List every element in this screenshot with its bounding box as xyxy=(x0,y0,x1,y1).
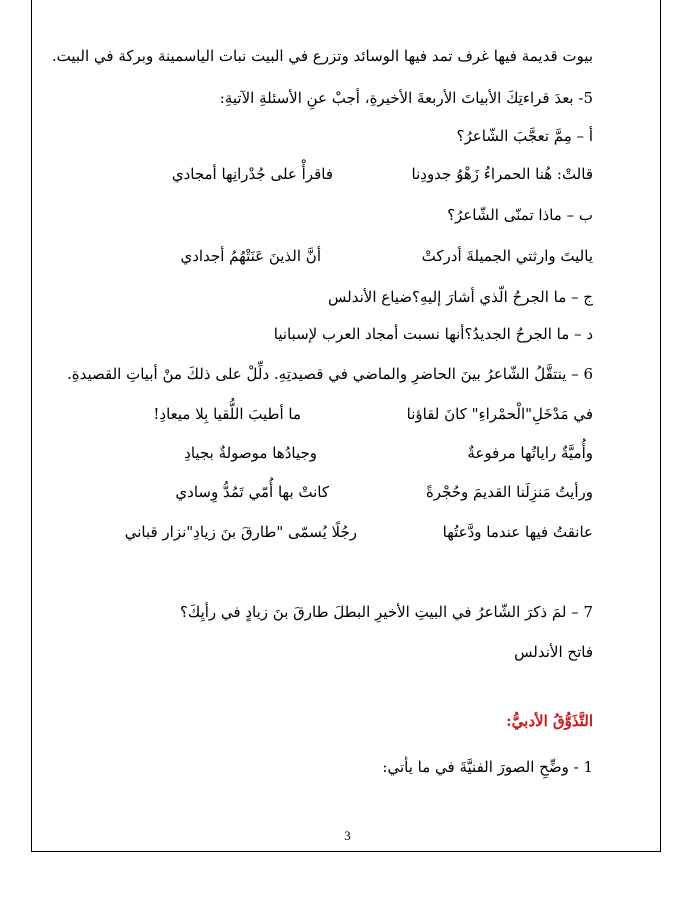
question-6: 6 – ينتقَّلُ الشّاعرُ بينَ الحاضرِ والماضي في قصيدتِهِ. دلِّلْ على ذلكَ منْ أبياتِ القصيدةِ. xyxy=(66,365,593,383)
verse-1-second-hemistich: فاقرأْ على جُدْرانِها أمجادي xyxy=(171,165,333,183)
verse-6-first-hemistich: عانقتُ فيها عندما ودَّعتُها xyxy=(442,523,593,541)
document-page xyxy=(31,0,661,852)
verse-2-second-hemistich: أنَّ الذينَ عَنَتْهُمُ أجدادي xyxy=(180,247,321,265)
verse-4-first-hemistich: وأُميَّةٌ راياتُها مرفوعةٌ xyxy=(467,444,593,462)
question-5: 5- بعدَ قراءتِكَ الأبياتَ الأربعةَ الأخيرةِ، أجبْ عنِ الأسئلةِ الآتيةِ: xyxy=(219,89,593,107)
question-5d: د – ما الجرحُ الجديدُ؟أنها نسبت أمجاد العرب لإسبانيا xyxy=(273,325,593,343)
intro-answer-line: بيوت قديمة فيها غرف تمد فيها الوسائد وتزرع في البيت نبات الياسمينة وبركة في البيت. xyxy=(51,47,593,65)
section-heading-literary-appreciation: التَّذَوُّقُ الأدبيُّ: xyxy=(506,712,593,730)
verse-5-first-hemistich: ورأيتُ مَنزِلَنا القديمَ وحُجْرةً xyxy=(425,483,593,501)
verse-2-first-hemistich: ياليتَ وارثتي الجميلةَ أدركتْ xyxy=(421,247,593,265)
verse-3-second-hemistich: ما أطيبَ اللُّقيا بِلا ميعادِ! xyxy=(153,405,301,423)
verse-5-second-hemistich: كانتْ بها أُمّي تَمُدُّ وِسادي xyxy=(175,483,329,501)
verse-3-first-hemistich: في مَدْخَلِ"الْحمْراءِ" كانَ لقاؤنا xyxy=(406,405,593,423)
verse-1-first-hemistich: قالتْ: هُنا الحمراءُ زَهْوُ جدودِنا xyxy=(411,165,593,183)
task-1: 1 - وضِّحِ الصورَ الفنيَّةَ في ما يأتي: xyxy=(382,758,593,776)
verse-4-second-hemistich: وجيادُها موصولةٌ بجيادِ xyxy=(184,444,317,462)
answer-7: فاتح الأندلس xyxy=(514,643,593,661)
verse-6-second-hemistich: رجُلًا يُسمّى "طارقَ بنَ زيادِ"نزار قباني xyxy=(124,523,357,541)
question-7: 7 – لمَ ذكرَ الشّاعرُ في البيتِ الأخيرِ البطلَ طارقَ بنَ زيادٍ في رأيِكَ؟ xyxy=(179,603,593,621)
question-5b: ب – ماذا تمنّى الشّاعرُ؟ xyxy=(447,206,593,224)
question-5a: أ – مِمَّ تعجَّبَ الشّاعرُ؟ xyxy=(456,127,593,145)
question-5c: ج – ما الجرحُ الّذي أشارَ إليهِ؟ضياع الأندلس xyxy=(328,288,593,306)
page-number: 3 xyxy=(344,828,351,843)
